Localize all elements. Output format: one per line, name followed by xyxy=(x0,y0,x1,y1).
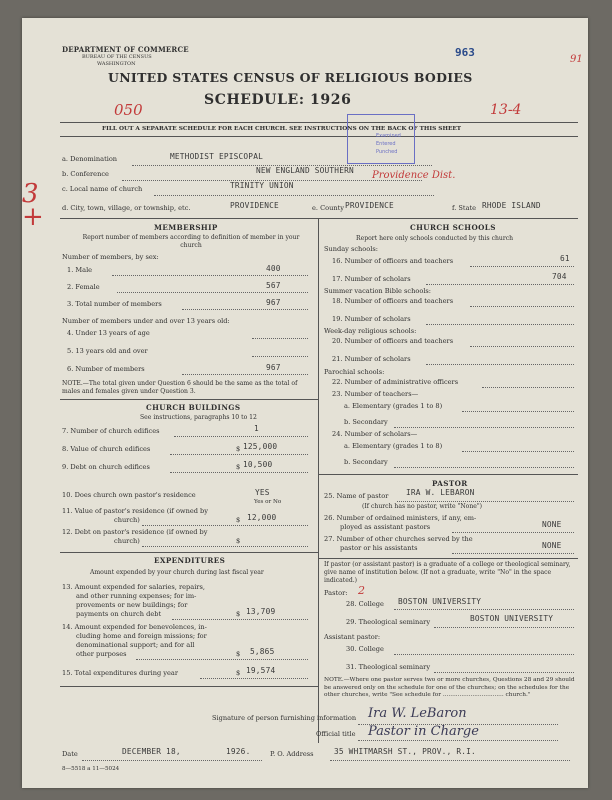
department-name: DEPARTMENT OF COMMERCE xyxy=(62,45,189,54)
q25-note: (If church has no pastor, write "None") xyxy=(362,503,483,510)
state-value: RHODE ISLAND xyxy=(482,201,541,210)
denomination-label: a. Denomination xyxy=(62,155,118,163)
title-value: Pastor in Charge xyxy=(368,724,479,739)
q28-label: 28. College xyxy=(346,600,384,608)
q26-label-2: ployed as assistant pastors xyxy=(340,523,431,531)
q18-label: 18. Number of officers and teachers xyxy=(332,297,454,305)
q16-label: 16. Number of officers and teachers xyxy=(332,257,454,265)
q29-value: BOSTON UNIVERSITY xyxy=(470,614,554,623)
q17-label: 17. Number of scholars xyxy=(332,275,411,283)
q4-label: 4. Under 13 years of age xyxy=(67,329,150,337)
sunday-label: Sunday schools: xyxy=(324,245,378,253)
q31-label: 31. Theological seminary xyxy=(346,663,431,671)
q13-label-2: and other running expenses; for im- xyxy=(76,592,197,600)
instruction-line: FILL OUT A SEPARATE SCHEDULE FOR EACH CHURCH. SEE INSTRUCTIONS ON THE BACK OF THIS SHEET xyxy=(102,126,462,132)
census-form-page: DEPARTMENT OF COMMERCE BUREAU OF THE CENSUS WASHINGTON 963 91 UNITED STATES CENSUS OF RELIGIOUS BODIES SCHEDULE: 1926 050 13-4 FILL OUT A SEPARATE SCHEDULE FOR EACH CHURCH. SEE INSTRUCTIONS ON THE BACK OF THIS SHEET Examined Entered Punched 3+ a. Denomination METHODIST EPISCOPAL b. Conference NEW ENGLAND SOUTHERN Providence Dist. c. Local name of church TRINITY UNION d. City, town, village, or township, etc. PROVIDENCE e. County PROVIDENCE f. State RHODE ISLAND MEMBERSHIP Report number of members according to definition of member in your church Number of members, by sex: 1. Male 400 2. Female 567 3. Total number of members 967 Number of members under and over 13 years old: 4. Under 13 years of age 5. 13 years old and over 6. Number of members 967 NOTE.—The total given under Question 6 should be the same as the total of males and females given under Question 3. CHURCH BUILDINGS See instructions, paragraphs 10 to 12 7. Number of church edifices 1 8. Value of church edifices $ 125,000 9. Debt on church edifices $ 10,500 10. Does church own pastor's residence YES Yes or No 11. Value of pastor's residence (if owned by church) $ 12,000 12. Debt on pastor's residence (if owned by church) $ EXPENDITURES Amount expended by your church during last fiscal year 13. Amount expended for salaries, repairs, and other running expenses; for im- provements or new buildings; for payments on church debt $ 13,709 14. Amount expended for benevolences, in- cluding home and foreign missions; for denominational support; and for all other purposes $ 5,865 15. Total expenditures during year $ 19,574 CHURCH SCHOOLS Report here only schools conducted by this church Sunday schools: 16. Number of officers and teachers 61 17. Number of scholars 704 Summer vacation Bible schools: 18. Number of officers and teachers 19. Number of scholars Week-day religious schools: 20. Number of officers and teachers 21. Number of scholars Parochial schools: 22. Number of administrative officers 23. Number of teachers— a. Elementary (grades 1 to 8) b. Secondary 24. Number of scholars— a. Elementary (grades 1 to 8) b. Secondary PASTOR 25. Name of pastor IRA W. LEBARON (If church has no pastor, write "None") 26. Number of ordained ministers, if any, em- ployed as assistant pastors NONE 27. Number of other churches served by the pastor or his assistants NONE If pastor (or assistant pastor) is a graduate of a college or theological seminary, give name of institution below. (If not a graduate, write "No" in the space indicated.) Pastor: 2 28. College BOSTON UNIVERSITY 29. Theological seminary BOSTON UNIVERSITY Assistant pastor: 30. College 31. Theological seminary NOTE.—Where one pastor serves two or more churches, Questions 28 and 29 should be answered only on the schedule for one of the churches; on the schedules for the other churches, write "See schedule for ................................. church." Signature of person furnishing information Ira W. LeBaron Official title Pastor in Charge Date DECEMBER 18, 1926. P. O. Address 35 WHITMARSH ST., PROV., R.I. 8—5518 a 11—5024 xyxy=(22,18,588,788)
q2-label: 2. Female xyxy=(67,283,100,291)
q1-label: 1. Male xyxy=(67,266,93,274)
q13-label-3: provements or new buildings; for xyxy=(76,601,188,609)
q26-label: 26. Number of ordained ministers, if any, em- xyxy=(324,514,477,522)
conference-label: b. Conference xyxy=(62,170,109,178)
office-stamp xyxy=(347,114,415,164)
q29-label: 29. Theological seminary xyxy=(346,618,431,626)
q6-value: 967 xyxy=(266,363,281,372)
q13-value: 13,709 xyxy=(246,607,276,616)
county-label: e. County xyxy=(312,204,344,212)
handwritten-code-right: 13-4 xyxy=(490,102,522,118)
handwritten-code-left: 050 xyxy=(114,101,143,119)
q25-value: IRA W. LEBARON xyxy=(406,488,475,497)
graduate-note: If pastor (or assistant pastor) is a graduate of a college or theological seminary, give name of institution below. (If not a graduate, write "No" in the space indicated.) xyxy=(324,561,571,584)
po-value: 35 WHITMARSH ST., PROV., R.I. xyxy=(334,747,476,756)
q8-value: 125,000 xyxy=(243,442,278,451)
expenditures-sub: Amount expended by your church during last fiscal year xyxy=(90,569,264,576)
q9-value: 10,500 xyxy=(243,460,273,469)
q24b-label: b. Secondary xyxy=(344,458,388,466)
schools-sub: Report here only schools conducted by this church xyxy=(356,235,514,242)
q15-value: 19,574 xyxy=(246,666,276,675)
schools-heading: CHURCH SCHOOLS xyxy=(410,223,496,232)
membership-note: NOTE.—The total given under Question 6 should be the same as the total of males and females given under Question 3. xyxy=(62,380,298,395)
q24-label: 24. Number of scholars— xyxy=(332,430,418,438)
q14-label: 14. Amount expended for benevolences, in- xyxy=(62,623,207,631)
expenditures-heading: EXPENDITURES xyxy=(154,556,226,565)
summer-label: Summer vacation Bible schools: xyxy=(324,287,432,295)
buildings-sub: See instructions, paragraphs 10 to 12 xyxy=(140,414,257,421)
stamp-line-1: Examined xyxy=(376,133,401,139)
q14-label-2: cluding home and foreign missions; for xyxy=(76,632,207,640)
stamp-line-3: Punched xyxy=(376,149,398,155)
q11-label-cont: church) xyxy=(114,516,140,524)
bureau-name: BUREAU OF THE CENSUS xyxy=(82,54,152,60)
q27-value: NONE xyxy=(542,541,562,550)
q10-value: YES xyxy=(255,488,270,497)
q13-label: 13. Amount expended for salaries, repairs, xyxy=(62,583,205,591)
q16-value: 61 xyxy=(560,254,570,263)
q9-label: 9. Debt on church edifices xyxy=(62,463,150,471)
state-label: f. State xyxy=(452,204,477,212)
column-divider xyxy=(318,218,319,743)
denomination-value: METHODIST EPISCOPAL xyxy=(170,152,263,161)
pastor-sub-label: Pastor: xyxy=(324,589,348,597)
q1-value: 400 xyxy=(266,264,281,273)
q12-label-cont: church) xyxy=(114,537,140,545)
q11-label: 11. Value of pastor's residence (if owned by xyxy=(62,507,208,515)
q15-label: 15. Total expenditures during year xyxy=(62,669,178,677)
membership-intro: Report number of members according to definition of member in your church xyxy=(82,234,300,249)
form-number: 8—5518 a 11—5024 xyxy=(62,766,120,772)
local-name-value: TRINITY UNION xyxy=(230,181,294,190)
q6-label: 6. Number of members xyxy=(67,365,145,373)
q10-label: 10. Does church own pastor's residence xyxy=(62,491,196,499)
local-name-label: c. Local name of church xyxy=(62,185,143,193)
q8-label: 8. Value of church edifices xyxy=(62,445,151,453)
schedule-title: SCHEDULE: 1926 xyxy=(204,92,352,108)
margin-note: 3+ xyxy=(22,179,44,233)
q14-value: 5,865 xyxy=(250,647,275,656)
q23-label: 23. Number of teachers— xyxy=(332,390,419,398)
q13-label-4: payments on church debt xyxy=(76,610,162,618)
top-right-mark: 91 xyxy=(570,54,583,65)
po-label: P. O. Address xyxy=(270,750,314,758)
year-value: 1926. xyxy=(226,747,251,756)
pastor-note: NOTE.—Where one pastor serves two or more churches, Questions 28 and 29 should be answered only on the schedule for one of the churches; on the schedules for the other churches, write "See schedule for ................................. church." xyxy=(324,677,575,699)
city-value: PROVIDENCE xyxy=(230,201,279,210)
q24a-label: a. Elementary (grades 1 to 8) xyxy=(344,442,443,450)
signature-value: Ira W. LeBaron xyxy=(368,706,467,721)
weekday-label: Week-day religious schools: xyxy=(324,327,417,335)
yes-no-hint: Yes or No xyxy=(254,499,282,505)
q14-label-3: denominational support; and for all xyxy=(76,641,195,649)
form-title: UNITED STATES CENSUS OF RELIGIOUS BODIES xyxy=(108,70,473,85)
membership-heading: MEMBERSHIP xyxy=(154,223,218,232)
pastor-heading: PASTOR xyxy=(432,479,468,488)
q20-label: 20. Number of officers and teachers xyxy=(332,337,454,345)
q2-value: 567 xyxy=(266,281,281,290)
date-label: Date xyxy=(62,750,78,758)
q30-label: 30. College xyxy=(346,645,384,653)
under-over-label: Number of members under and over 13 years old: xyxy=(62,317,230,325)
header-rule xyxy=(60,122,578,123)
q12-label: 12. Debt on pastor's residence (if owned by xyxy=(62,528,208,536)
q5-label: 5. 13 years old and over xyxy=(67,347,148,355)
q27-label: 27. Number of other churches served by the xyxy=(324,535,473,543)
schedule-number: 963 xyxy=(455,46,475,59)
q17-value: 704 xyxy=(552,272,567,281)
buildings-heading: CHURCH BUILDINGS xyxy=(146,403,241,412)
q7-value: 1 xyxy=(254,424,259,433)
q11-value: 12,000 xyxy=(247,513,277,522)
q23a-label: a. Elementary (grades 1 to 8) xyxy=(344,402,443,410)
title-label: Official title xyxy=(316,730,356,738)
q3-label: 3. Total number of members xyxy=(67,300,162,308)
q21-label: 21. Number of scholars xyxy=(332,355,411,363)
conference-note: Providence Dist. xyxy=(372,170,456,181)
q19-label: 19. Number of scholars xyxy=(332,315,411,323)
city-label: d. City, town, village, or township, etc. xyxy=(62,204,191,212)
q27-label-2: pastor or his assistants xyxy=(340,544,418,552)
q28-value: BOSTON UNIVERSITY xyxy=(398,597,482,606)
bureau-city: WASHINGTON xyxy=(97,61,136,67)
assistant-label: Assistant pastor: xyxy=(324,633,381,641)
q25-label: 25. Name of pastor xyxy=(324,492,389,500)
conference-value: NEW ENGLAND SOUTHERN xyxy=(256,166,354,175)
header-rule-2 xyxy=(60,136,578,137)
county-value: PROVIDENCE xyxy=(345,201,394,210)
q22-label: 22. Number of administrative officers xyxy=(332,378,459,386)
q3-value: 967 xyxy=(266,298,281,307)
q23b-label: b. Secondary xyxy=(344,418,388,426)
q14-label-4: other purposes xyxy=(76,650,127,658)
members-by-sex-label: Number of members, by sex: xyxy=(62,253,159,261)
q7-label: 7. Number of church edifices xyxy=(62,427,160,435)
date-value: DECEMBER 18, xyxy=(122,747,181,756)
q26-value: NONE xyxy=(542,520,562,529)
parochial-label: Parochial schools: xyxy=(324,368,385,376)
fields-rule xyxy=(60,218,578,219)
stamp-line-2: Entered xyxy=(376,141,396,147)
signature-label: Signature of person furnishing information xyxy=(212,714,357,722)
